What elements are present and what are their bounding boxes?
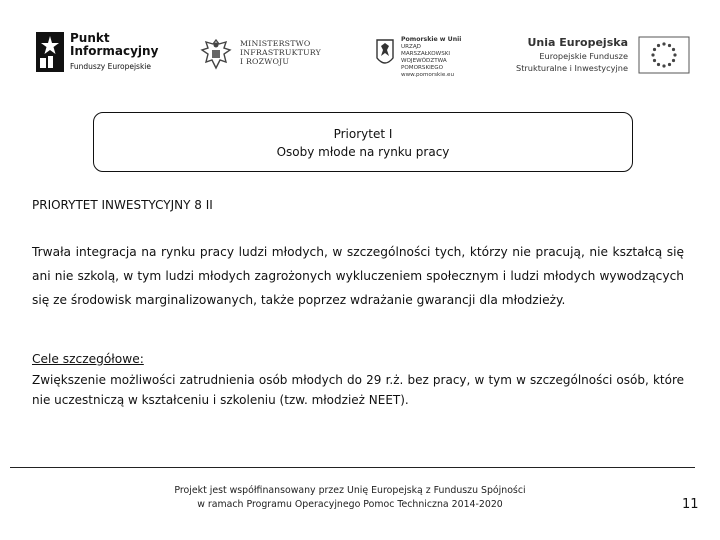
pom-line4: www.pomorskie.eu [401,72,455,78]
min-line1: MINISTERSTWO [240,39,311,48]
eu-line1: Unia Europejska [527,36,628,49]
footer-divider [10,467,695,468]
title-line2: Osoby młode na rynku pracy [276,145,450,159]
priority-description: Trwała integracja na rynku pracy ludzi młodych, w szczególności tych, którzy nie pracują, nie kształcą się ani nie szkolą, w tym ludzi młodych zagrożonych wykluczeniem społecznym i ludzi młodych wywodzących się ze środowisk marginalizowanych, także poprzez wdrażanie gwarancji dla młodzieży. [32,245,684,307]
eagle-emblem-icon [200,36,232,72]
griffin-crest-icon [375,38,395,68]
min-line3: I ROZWOJU [240,57,290,66]
eu-flag-icon [638,36,690,74]
footer-line1: Projekt jest współfinansowany przez Unię Europejską z Funduszu Spójności [174,485,526,496]
punkt-line3: Funduszy Europejskie [70,62,151,71]
min-line2: INFRASTRUKTURY [240,48,321,57]
priority-heading: PRIORYTET INWESTYCYJNY 8 II [32,198,213,212]
pom-line2: URZĄD MARSZAŁKOWSKI [401,44,451,57]
ministerstwo-logo [200,36,330,76]
punkt-line1: Punkt [70,31,110,45]
pom-line1: Pomorskie w Unii [401,36,462,43]
goals-heading: Cele szczegółowe: [32,352,144,366]
footer-line2: w ramach Programu Operacyjnego Pomoc Techniczna 2014-2020 [197,499,503,510]
title-line1: Priorytet I [333,127,393,141]
eu-line3: Strukturalne i Inwestycyjne [516,63,628,73]
page-number: 11 [682,497,699,512]
eu-line2: Europejskie Fundusze [539,51,628,61]
eu-logo [516,36,690,78]
punkt-line2: Informacyjny [70,44,159,58]
pom-line3: WOJEWÓDZTWA POMORSKIEGO [401,58,447,71]
punkt-star-icon [36,32,64,72]
punkt-informacyjny-logo [36,31,159,78]
pomorskie-logo [375,36,470,78]
footer [130,484,570,512]
goals-text: Zwiększenie możliwości zatrudnienia osób młodych do 29 r.ż. bez pracy, w tym w szczególności osób, które nie uczestniczą w kształceniu i szkoleniu (tzw. młodzież NEET). [32,373,684,407]
title-box [93,112,633,172]
